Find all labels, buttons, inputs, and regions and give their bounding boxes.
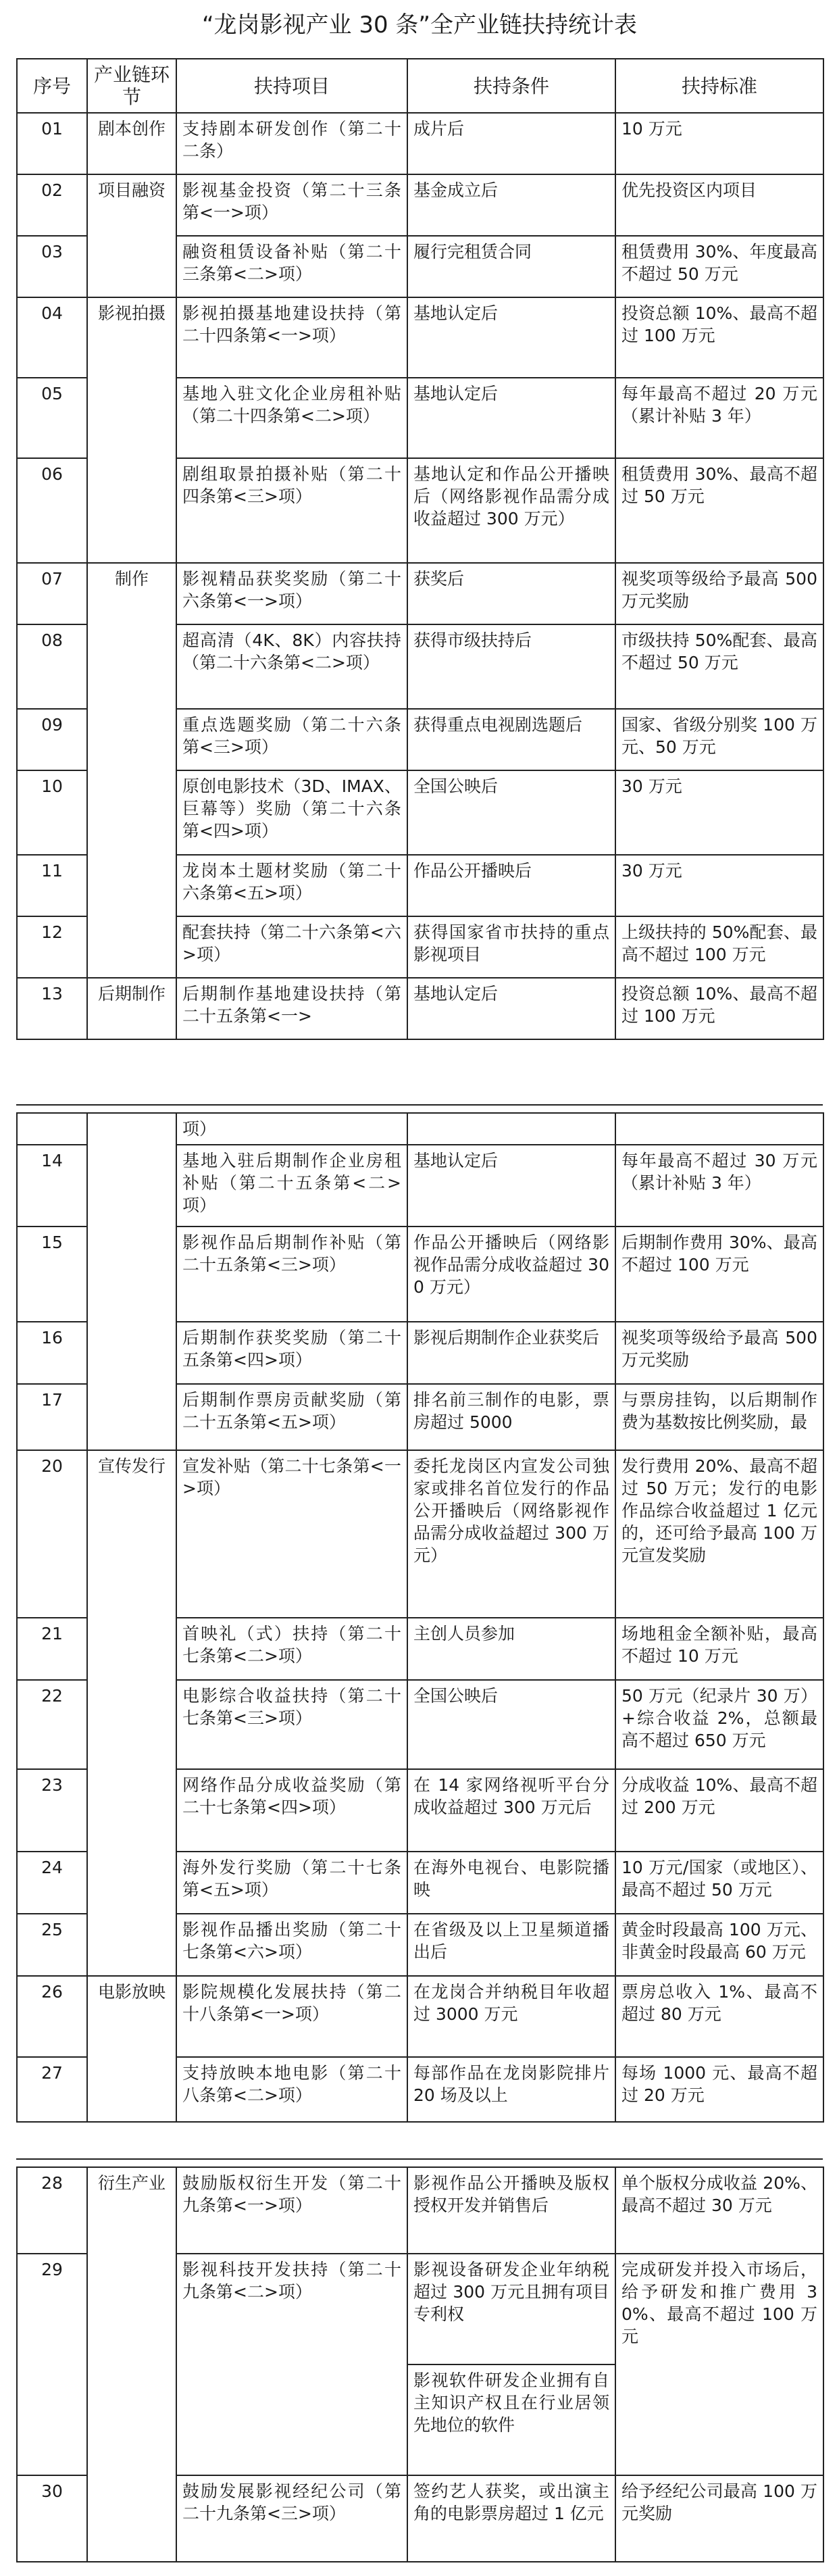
section-divider: [16, 2158, 823, 2160]
standard-cell: 10 万元: [615, 113, 823, 174]
row-no: 22: [17, 1680, 87, 1769]
row-no: 20: [17, 1450, 87, 1618]
row-no: 09: [17, 709, 87, 770]
item-cell: 后期制作票房贡献奖励（第二十五条第<五>项）: [176, 1384, 407, 1450]
row-no: 08: [17, 624, 87, 709]
section-divider: [16, 1104, 823, 1106]
item-cell: 电影综合收益扶持（第二十七条第<三>项）: [176, 1680, 407, 1769]
table-row: [17, 2167, 823, 2254]
standard-cell: 给予经纪公司最高 100 万元奖励: [615, 2475, 823, 2562]
item-cell: 影视作品后期制作补贴（第二十五条第<三>项）: [176, 1227, 407, 1322]
condition-cell: 获得市级扶持后: [407, 624, 615, 709]
support-table-part-2: [16, 1112, 824, 2123]
stage-cell: 制作: [87, 563, 176, 978]
table-row: [17, 1450, 823, 1618]
item-cell: 支持放映本地电影（第二十八条第<二>项）: [176, 2057, 407, 2122]
item-cell: 影视作品播出奖励（第二十七条第<六>项）: [176, 1914, 407, 1976]
condition-cell: 签约艺人获奖，或出演主角的电影票房超过 1 亿元: [407, 2475, 615, 2562]
row-no: 13: [17, 978, 87, 1039]
condition-cell: 在龙岗合并纳税目年收超过 3000 万元: [407, 1976, 615, 2057]
standard-cell: 市级扶持 50%配套、最高不超过 50 万元: [615, 624, 823, 709]
condition-cell: 在 14 家网络视听平台分成收益超过 300 万元后: [407, 1769, 615, 1852]
header-stage: 产业链环节: [87, 59, 176, 113]
row-no: 23: [17, 1769, 87, 1852]
standard-cell: 50 万元（纪录片 30 万）+综合收益 2%，总额最高不超过 650 万元: [615, 1680, 823, 1769]
standard-cell: 票房总收入 1%、最高不超过 80 万元: [615, 1976, 823, 2057]
support-table-part-1: [16, 58, 824, 1040]
condition-cell: 获得国家省市扶持的重点影视项目: [407, 916, 615, 978]
header-no: 序号: [17, 59, 87, 113]
standard-cell: 后期制作费用 30%、最高不超过 100 万元: [615, 1227, 823, 1322]
condition-cell: [407, 1113, 615, 1145]
row-no: 29: [17, 2254, 87, 2475]
item-cell: 项）: [176, 1113, 407, 1145]
standard-cell: 发行费用 20%、最高不超过 50 万元；发行的电影作品综合收益超过 1 亿元的，还可给予最高 100 万元宣发奖励: [615, 1450, 823, 1618]
row-no: 15: [17, 1227, 87, 1322]
header-condition: 扶持条件: [407, 59, 615, 113]
row-no: 16: [17, 1322, 87, 1384]
condition-cell: 在省级及以上卫星频道播出后: [407, 1914, 615, 1976]
condition-cell: 全国公映后: [407, 1680, 615, 1769]
item-cell: 基地入驻文化企业房租补贴（第二十四条第<二>项）: [176, 378, 407, 458]
standard-cell: 每年最高不超过 30 万元（累计补贴 3 年）: [615, 1145, 823, 1227]
row-no: 17: [17, 1384, 87, 1450]
item-cell: 鼓励版权衍生开发（第二十九条第<一>项）: [176, 2167, 407, 2254]
condition-cell: 作品公开播映后: [407, 855, 615, 916]
standard-cell: 完成研发并投入市场后，给予研发和推广费用 30%、最高不超过 100 万元: [615, 2254, 823, 2475]
standard-cell: 每年最高不超过 20 万元（累计补贴 3 年）: [615, 378, 823, 458]
standard-cell: 租赁费用 30%、年度最高不超过 50 万元: [615, 236, 823, 297]
standard-cell: 投资总额 10%、最高不超过 100 万元: [615, 297, 823, 378]
condition-cell: 每部作品在龙岗影院排片 20 场及以上: [407, 2057, 615, 2122]
standard-cell: 黄金时段最高 100 万元、非黄金时段最高 60 万元: [615, 1914, 823, 1976]
table-row: [17, 1976, 823, 2057]
condition-cell: 影视作品公开播映及版权授权开发并销售后: [407, 2167, 615, 2254]
table-row: [17, 563, 823, 624]
support-table-part-3: [16, 2166, 824, 2562]
standard-cell: 10 万元/国家（或地区）、最高不超过 50 万元: [615, 1852, 823, 1914]
item-cell: 支持剧本研发创作（第二十二条）: [176, 113, 407, 174]
item-cell: 首映礼（式）扶持（第二十七条第<二>项）: [176, 1618, 407, 1680]
item-cell: 后期制作基地建设扶持（第二十五条第<一>: [176, 978, 407, 1039]
item-cell: 鼓励发展影视经纪公司（第二十九条第<三>项）: [176, 2475, 407, 2562]
standard-cell: 每场 1000 元、最高不超过 20 万元: [615, 2057, 823, 2122]
row-no: 06: [17, 458, 87, 563]
condition-cell: 获奖后: [407, 563, 615, 624]
item-cell: 重点选题奖励（第二十六条第<三>项）: [176, 709, 407, 770]
item-cell: 原创电影技术（3D、IMAX、巨幕等）奖励（第二十六条第<四>项）: [176, 770, 407, 855]
standard-cell: 30 万元: [615, 770, 823, 855]
standard-cell: 30 万元: [615, 855, 823, 916]
table-header-row: [17, 59, 823, 113]
stage-cell: 剧本创作: [87, 113, 176, 174]
condition-cell: 影视设备研发企业年纳税超过 300 万元且拥有项目专利权: [407, 2254, 615, 2364]
item-cell: 配套扶持（第二十六条第<六>项）: [176, 916, 407, 978]
row-no: 25: [17, 1914, 87, 1976]
condition-cell: 在海外电视台、电影院播映: [407, 1852, 615, 1914]
condition-cell: 成片后: [407, 113, 615, 174]
item-cell: 影视拍摄基地建设扶持（第二十四条第<一>项）: [176, 297, 407, 378]
condition-cell: 基地认定后: [407, 378, 615, 458]
condition-cell: 获得重点电视剧选题后: [407, 709, 615, 770]
stage-cell: 项目融资: [87, 174, 176, 297]
standard-cell: 国家、省级分别奖 100 万元、50 万元: [615, 709, 823, 770]
condition-cell: 委托龙岗区内宣发公司独家或排名首位发行的作品公开播映后（网络影视作品需分成收益超过 300 万元）: [407, 1450, 615, 1618]
row-no: 10: [17, 770, 87, 855]
row-no: 12: [17, 916, 87, 978]
stage-cell: 宣传发行: [87, 1450, 176, 1976]
item-cell: 网络作品分成收益奖励（第二十七条第<四>项）: [176, 1769, 407, 1852]
condition-cell: 影视软件研发企业拥有自主知识产权且在行业居领先地位的软件: [407, 2364, 615, 2475]
item-cell: 后期制作获奖奖励（第二十五条第<四>项）: [176, 1322, 407, 1384]
stage-cell: 电影放映: [87, 1976, 176, 2122]
item-cell: 龙岗本土题材奖励（第二十六条第<五>项）: [176, 855, 407, 916]
row-no: 07: [17, 563, 87, 624]
condition-cell: 基地认定和作品公开播映后（网络影视作品需分成收益超过 300 万元）: [407, 458, 615, 563]
stage-cell: 衍生产业: [87, 2167, 176, 2562]
row-no: 24: [17, 1852, 87, 1914]
condition-cell: 排名前三制作的电影，票房超过 5000: [407, 1384, 615, 1450]
item-cell: 影视精品获奖奖励（第二十六条第<一>项）: [176, 563, 407, 624]
item-cell: 基地入驻后期制作企业房租补贴（第二十五条第<二>项）: [176, 1145, 407, 1227]
item-cell: 影视科技开发扶持（第二十九条第<二>项）: [176, 2254, 407, 2475]
row-no: 26: [17, 1976, 87, 2057]
condition-cell: 全国公映后: [407, 770, 615, 855]
standard-cell: 视奖项等级给予最高 500 万元奖励: [615, 1322, 823, 1384]
stage-cell: [87, 1113, 176, 1450]
condition-cell: 基地认定后: [407, 1145, 615, 1227]
standard-cell: 投资总额 10%、最高不超过 100 万元: [615, 978, 823, 1039]
row-no: 21: [17, 1618, 87, 1680]
row-no: [17, 1113, 87, 1145]
row-no: 04: [17, 297, 87, 378]
standard-cell: 上级扶持的 50%配套、最高不超过 100 万元: [615, 916, 823, 978]
row-no: 02: [17, 174, 87, 236]
row-no: 01: [17, 113, 87, 174]
condition-cell: 基地认定后: [407, 297, 615, 378]
condition-cell: 基金成立后: [407, 174, 615, 236]
page-title: “龙岗影视产业 30 条”全产业链扶持统计表: [201, 11, 638, 39]
standard-cell: 分成收益 10%、最高不超过 200 万元: [615, 1769, 823, 1852]
item-cell: 宣发补贴（第二十七条第<一>项）: [176, 1450, 407, 1618]
item-cell: 影院规模化发展扶持（第二十八条第<一>项）: [176, 1976, 407, 2057]
standard-cell: [615, 1113, 823, 1145]
table-row: [17, 174, 823, 236]
table-row: [17, 978, 823, 1039]
item-cell: 海外发行奖励（第二十七条第<五>项）: [176, 1852, 407, 1914]
item-cell: 影视基金投资（第二十三条第<一>项）: [176, 174, 407, 236]
header-item: 扶持项目: [176, 59, 407, 113]
row-no: 11: [17, 855, 87, 916]
condition-cell: 履行完租赁合同: [407, 236, 615, 297]
item-cell: 剧组取景拍摄补贴（第二十四条第<三>项）: [176, 458, 407, 563]
stage-cell: 影视拍摄: [87, 297, 176, 563]
standard-cell: 租赁费用 30%、最高不超过 50 万元: [615, 458, 823, 563]
standard-cell: 与票房挂钩，以后期制作费为基数按比例奖励，最: [615, 1384, 823, 1450]
standard-cell: 单个版权分成收益 20%、最高不超过 30 万元: [615, 2167, 823, 2254]
stage-cell: 后期制作: [87, 978, 176, 1039]
table-row: [17, 113, 823, 174]
item-cell: 融资租赁设备补贴（第二十三条第<二>项）: [176, 236, 407, 297]
table-row-continued: [17, 1113, 823, 1145]
row-no: 28: [17, 2167, 87, 2254]
header-standard: 扶持标准: [615, 59, 823, 113]
row-no: 14: [17, 1145, 87, 1227]
condition-cell: 作品公开播映后（网络影视作品需分成收益超过 300 万元）: [407, 1227, 615, 1322]
condition-cell: 基地认定后: [407, 978, 615, 1039]
row-no: 27: [17, 2057, 87, 2122]
row-no: 05: [17, 378, 87, 458]
table-row: [17, 297, 823, 378]
standard-cell: 场地租金全额补贴，最高不超过 10 万元: [615, 1618, 823, 1680]
row-no: 30: [17, 2475, 87, 2562]
standard-cell: 优先投资区内项目: [615, 174, 823, 236]
row-no: 03: [17, 236, 87, 297]
standard-cell: 视奖项等级给予最高 500 万元奖励: [615, 563, 823, 624]
condition-cell: 影视后期制作企业获奖后: [407, 1322, 615, 1384]
condition-cell: 主创人员参加: [407, 1618, 615, 1680]
item-cell: 超高清（4K、8K）内容扶持（第二十六条第<二>项）: [176, 624, 407, 709]
